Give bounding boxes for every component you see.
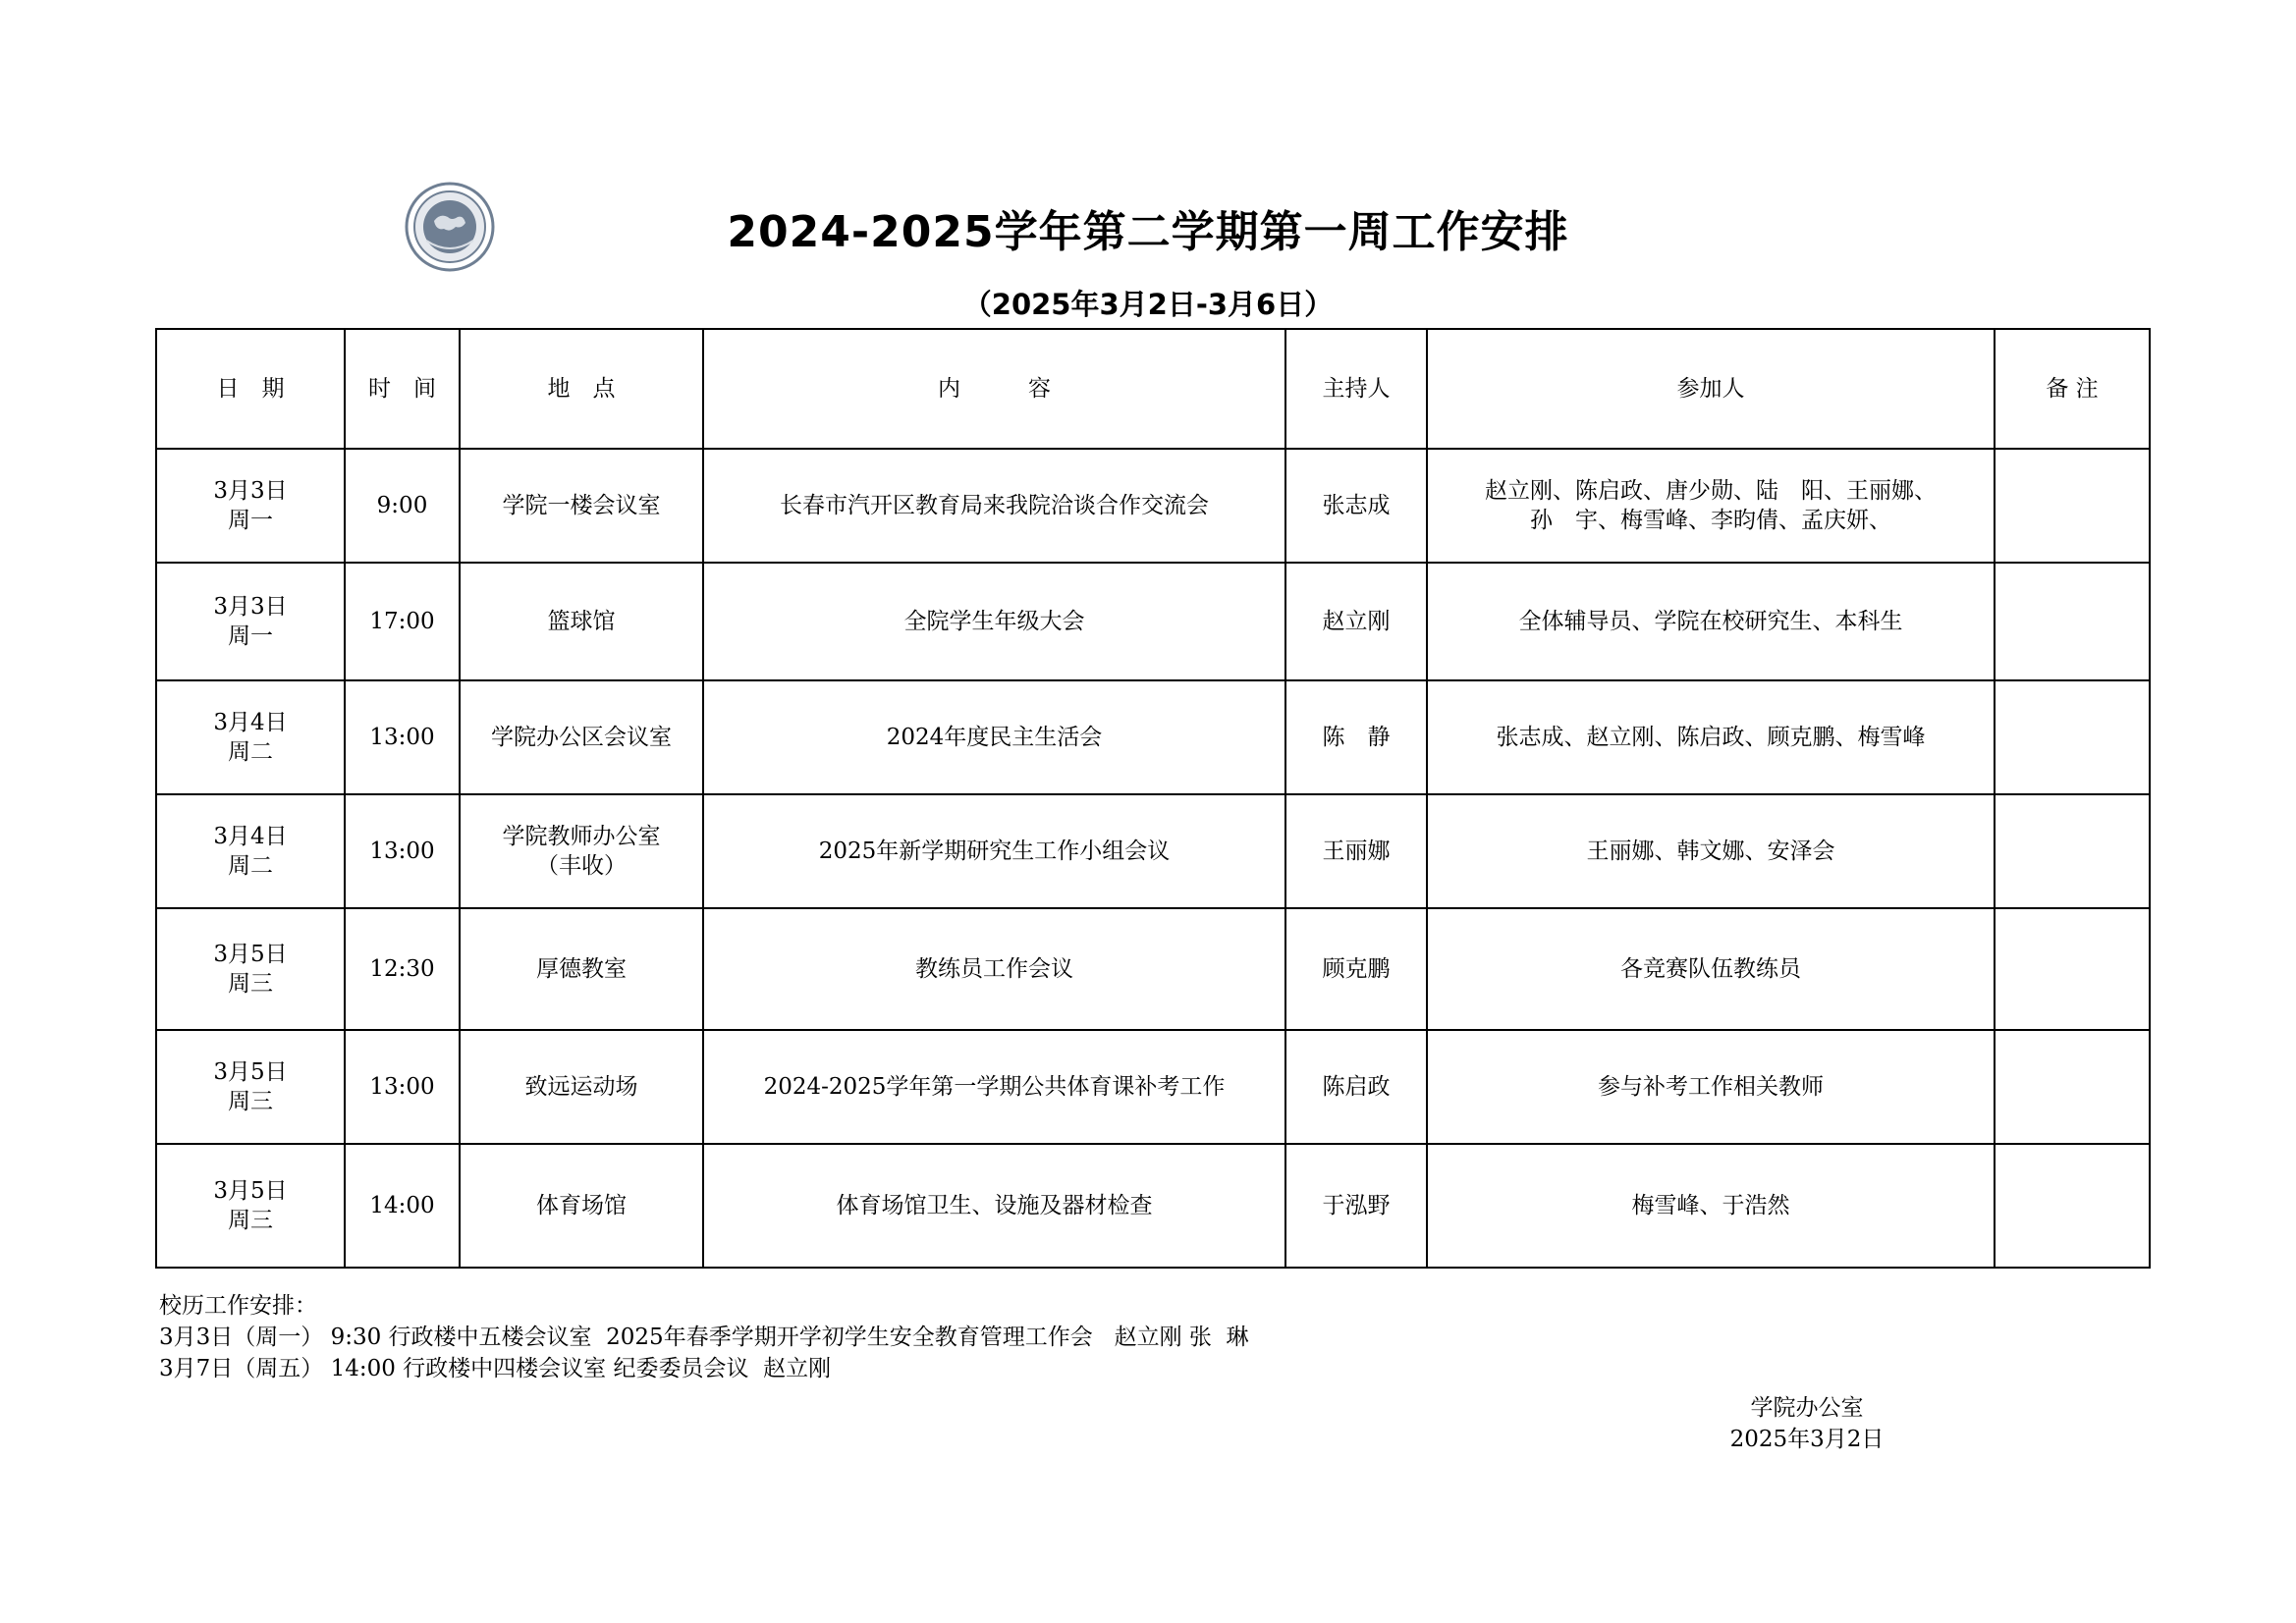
cell-place xyxy=(460,1144,703,1268)
date-text: 3月5日 xyxy=(213,1059,288,1085)
cell-host: 王丽娜 xyxy=(1285,794,1427,908)
place-text: 篮球馆 xyxy=(547,609,616,634)
header-time: 时 间 xyxy=(345,329,460,449)
cell-time: 14:00 xyxy=(345,1144,460,1268)
table-row xyxy=(156,680,2150,794)
weekday-text: 周二 xyxy=(228,853,273,879)
table-row xyxy=(156,449,2150,563)
table-row xyxy=(156,908,2150,1030)
table-header-row xyxy=(156,329,2150,449)
date-text: 3月5日 xyxy=(213,1178,288,1204)
cell-remarks xyxy=(1995,908,2150,1030)
cell-place xyxy=(460,794,703,908)
calendar-notes xyxy=(159,1290,1249,1384)
weekday-text: 周三 xyxy=(228,1089,273,1114)
date-text: 3月4日 xyxy=(213,824,288,849)
table-row xyxy=(156,1030,2150,1144)
cell-host: 张志成 xyxy=(1285,449,1427,563)
schedule-table xyxy=(155,328,2151,1269)
participants-line-2: 孙 宇、梅雪峰、李昀倩、孟庆妍、 xyxy=(1530,508,1891,533)
participants-line-1: 王丽娜、韩文娜、安泽会 xyxy=(1586,839,1835,864)
cell-date xyxy=(156,1144,345,1268)
place-text: 体育场馆 xyxy=(536,1193,627,1218)
table-row xyxy=(156,794,2150,908)
cell-remarks xyxy=(1995,1144,2150,1268)
cell-time: 13:00 xyxy=(345,680,460,794)
document-title: 2024-2025学年第二学期第一周工作安排 xyxy=(727,207,1569,257)
cell-date xyxy=(156,563,345,680)
cell-participants xyxy=(1427,563,1995,680)
participants-line-1: 各竞赛队伍教练员 xyxy=(1620,956,1801,982)
cell-host: 陈 静 xyxy=(1285,680,1427,794)
notes-heading: 校历工作安排： xyxy=(159,1293,317,1319)
cell-remarks xyxy=(1995,1030,2150,1144)
cell-content: 全院学生年级大会 xyxy=(703,563,1285,680)
cell-participants xyxy=(1427,449,1995,563)
cell-remarks xyxy=(1995,680,2150,794)
participants-line-1: 张志成、赵立刚、陈启政、顾克鹏、梅雪峰 xyxy=(1496,725,1926,750)
cell-date xyxy=(156,1030,345,1144)
header-participants: 参加人 xyxy=(1427,329,1995,449)
signature-office: 学院办公室 xyxy=(1750,1395,1864,1421)
cell-remarks xyxy=(1995,794,2150,908)
weekday-text: 周三 xyxy=(228,971,273,997)
document-subtitle-date-range: （2025年3月2日-3月6日） xyxy=(962,288,1334,321)
cell-time: 9:00 xyxy=(345,449,460,563)
date-text: 3月5日 xyxy=(213,942,288,967)
cell-date xyxy=(156,794,345,908)
participants-line-1: 梅雪峰、于浩然 xyxy=(1631,1193,1790,1218)
date-text: 3月3日 xyxy=(213,594,288,620)
cell-content: 长春市汽开区教育局来我院洽谈合作交流会 xyxy=(703,449,1285,563)
cell-date xyxy=(156,680,345,794)
cell-place xyxy=(460,563,703,680)
date-text: 3月3日 xyxy=(213,478,288,504)
cell-participants xyxy=(1427,1030,1995,1144)
cell-host: 顾克鹏 xyxy=(1285,908,1427,1030)
cell-content: 2025年新学期研究生工作小组会议 xyxy=(703,794,1285,908)
participants-line-1: 全体辅导员、学院在校研究生、本科生 xyxy=(1518,609,1903,634)
weekday-text: 周一 xyxy=(228,508,273,533)
header-place: 地 点 xyxy=(460,329,703,449)
place-text: 厚德教室 xyxy=(536,956,627,982)
cell-content: 体育场馆卫生、设施及器材检查 xyxy=(703,1144,1285,1268)
cell-participants xyxy=(1427,1144,1995,1268)
participants-line-1: 赵立刚、陈启政、唐少勋、陆 阳、王丽娜、 xyxy=(1485,478,1937,504)
header-host: 主持人 xyxy=(1285,329,1427,449)
cell-place xyxy=(460,449,703,563)
place-text: 学院办公区会议室 xyxy=(491,725,672,750)
weekday-text: 周一 xyxy=(228,623,273,649)
header-remarks: 备 注 xyxy=(1995,329,2150,449)
cell-remarks xyxy=(1995,563,2150,680)
cell-host: 陈启政 xyxy=(1285,1030,1427,1144)
cell-time: 13:00 xyxy=(345,1030,460,1144)
table-row xyxy=(156,563,2150,680)
table-row xyxy=(156,1144,2150,1268)
cell-host: 赵立刚 xyxy=(1285,563,1427,680)
cell-content: 2024年度民主生活会 xyxy=(703,680,1285,794)
cell-date xyxy=(156,449,345,563)
cell-host: 于泓野 xyxy=(1285,1144,1427,1268)
date-text: 3月4日 xyxy=(213,710,288,735)
signature-block xyxy=(1669,1392,1944,1455)
cell-remarks xyxy=(1995,449,2150,563)
place-note-text: （丰收） xyxy=(536,853,627,879)
header-content: 内 容 xyxy=(703,329,1285,449)
notes-line: 3月7日（周五） 14:00 行政楼中四楼会议室 纪委委员会议 赵立刚 xyxy=(159,1356,832,1381)
place-text: 学院一楼会议室 xyxy=(502,493,661,518)
cell-place xyxy=(460,1030,703,1144)
cell-content: 教练员工作会议 xyxy=(703,908,1285,1030)
participants-line-1: 参与补考工作相关教师 xyxy=(1598,1074,1824,1100)
cell-date xyxy=(156,908,345,1030)
cell-time: 17:00 xyxy=(345,563,460,680)
cell-time: 12:30 xyxy=(345,908,460,1030)
place-text: 致远运动场 xyxy=(524,1074,638,1100)
weekday-text: 周二 xyxy=(228,739,273,765)
notes-line: 3月3日（周一） 9:30 行政楼中五楼会议室 2025年春季学期开学初学生安全教育管理工作会 赵立刚 张 琳 xyxy=(159,1325,1249,1350)
cell-place xyxy=(460,680,703,794)
cell-place xyxy=(460,908,703,1030)
cell-participants xyxy=(1427,908,1995,1030)
cell-content: 2024-2025学年第一学期公共体育课补考工作 xyxy=(703,1030,1285,1144)
cell-time: 13:00 xyxy=(345,794,460,908)
cell-participants xyxy=(1427,680,1995,794)
weekday-text: 周三 xyxy=(228,1208,273,1233)
place-text: 学院教师办公室 xyxy=(502,824,661,849)
cell-participants xyxy=(1427,794,1995,908)
header-date: 日 期 xyxy=(156,329,345,449)
signature-date: 2025年3月2日 xyxy=(1729,1427,1885,1452)
